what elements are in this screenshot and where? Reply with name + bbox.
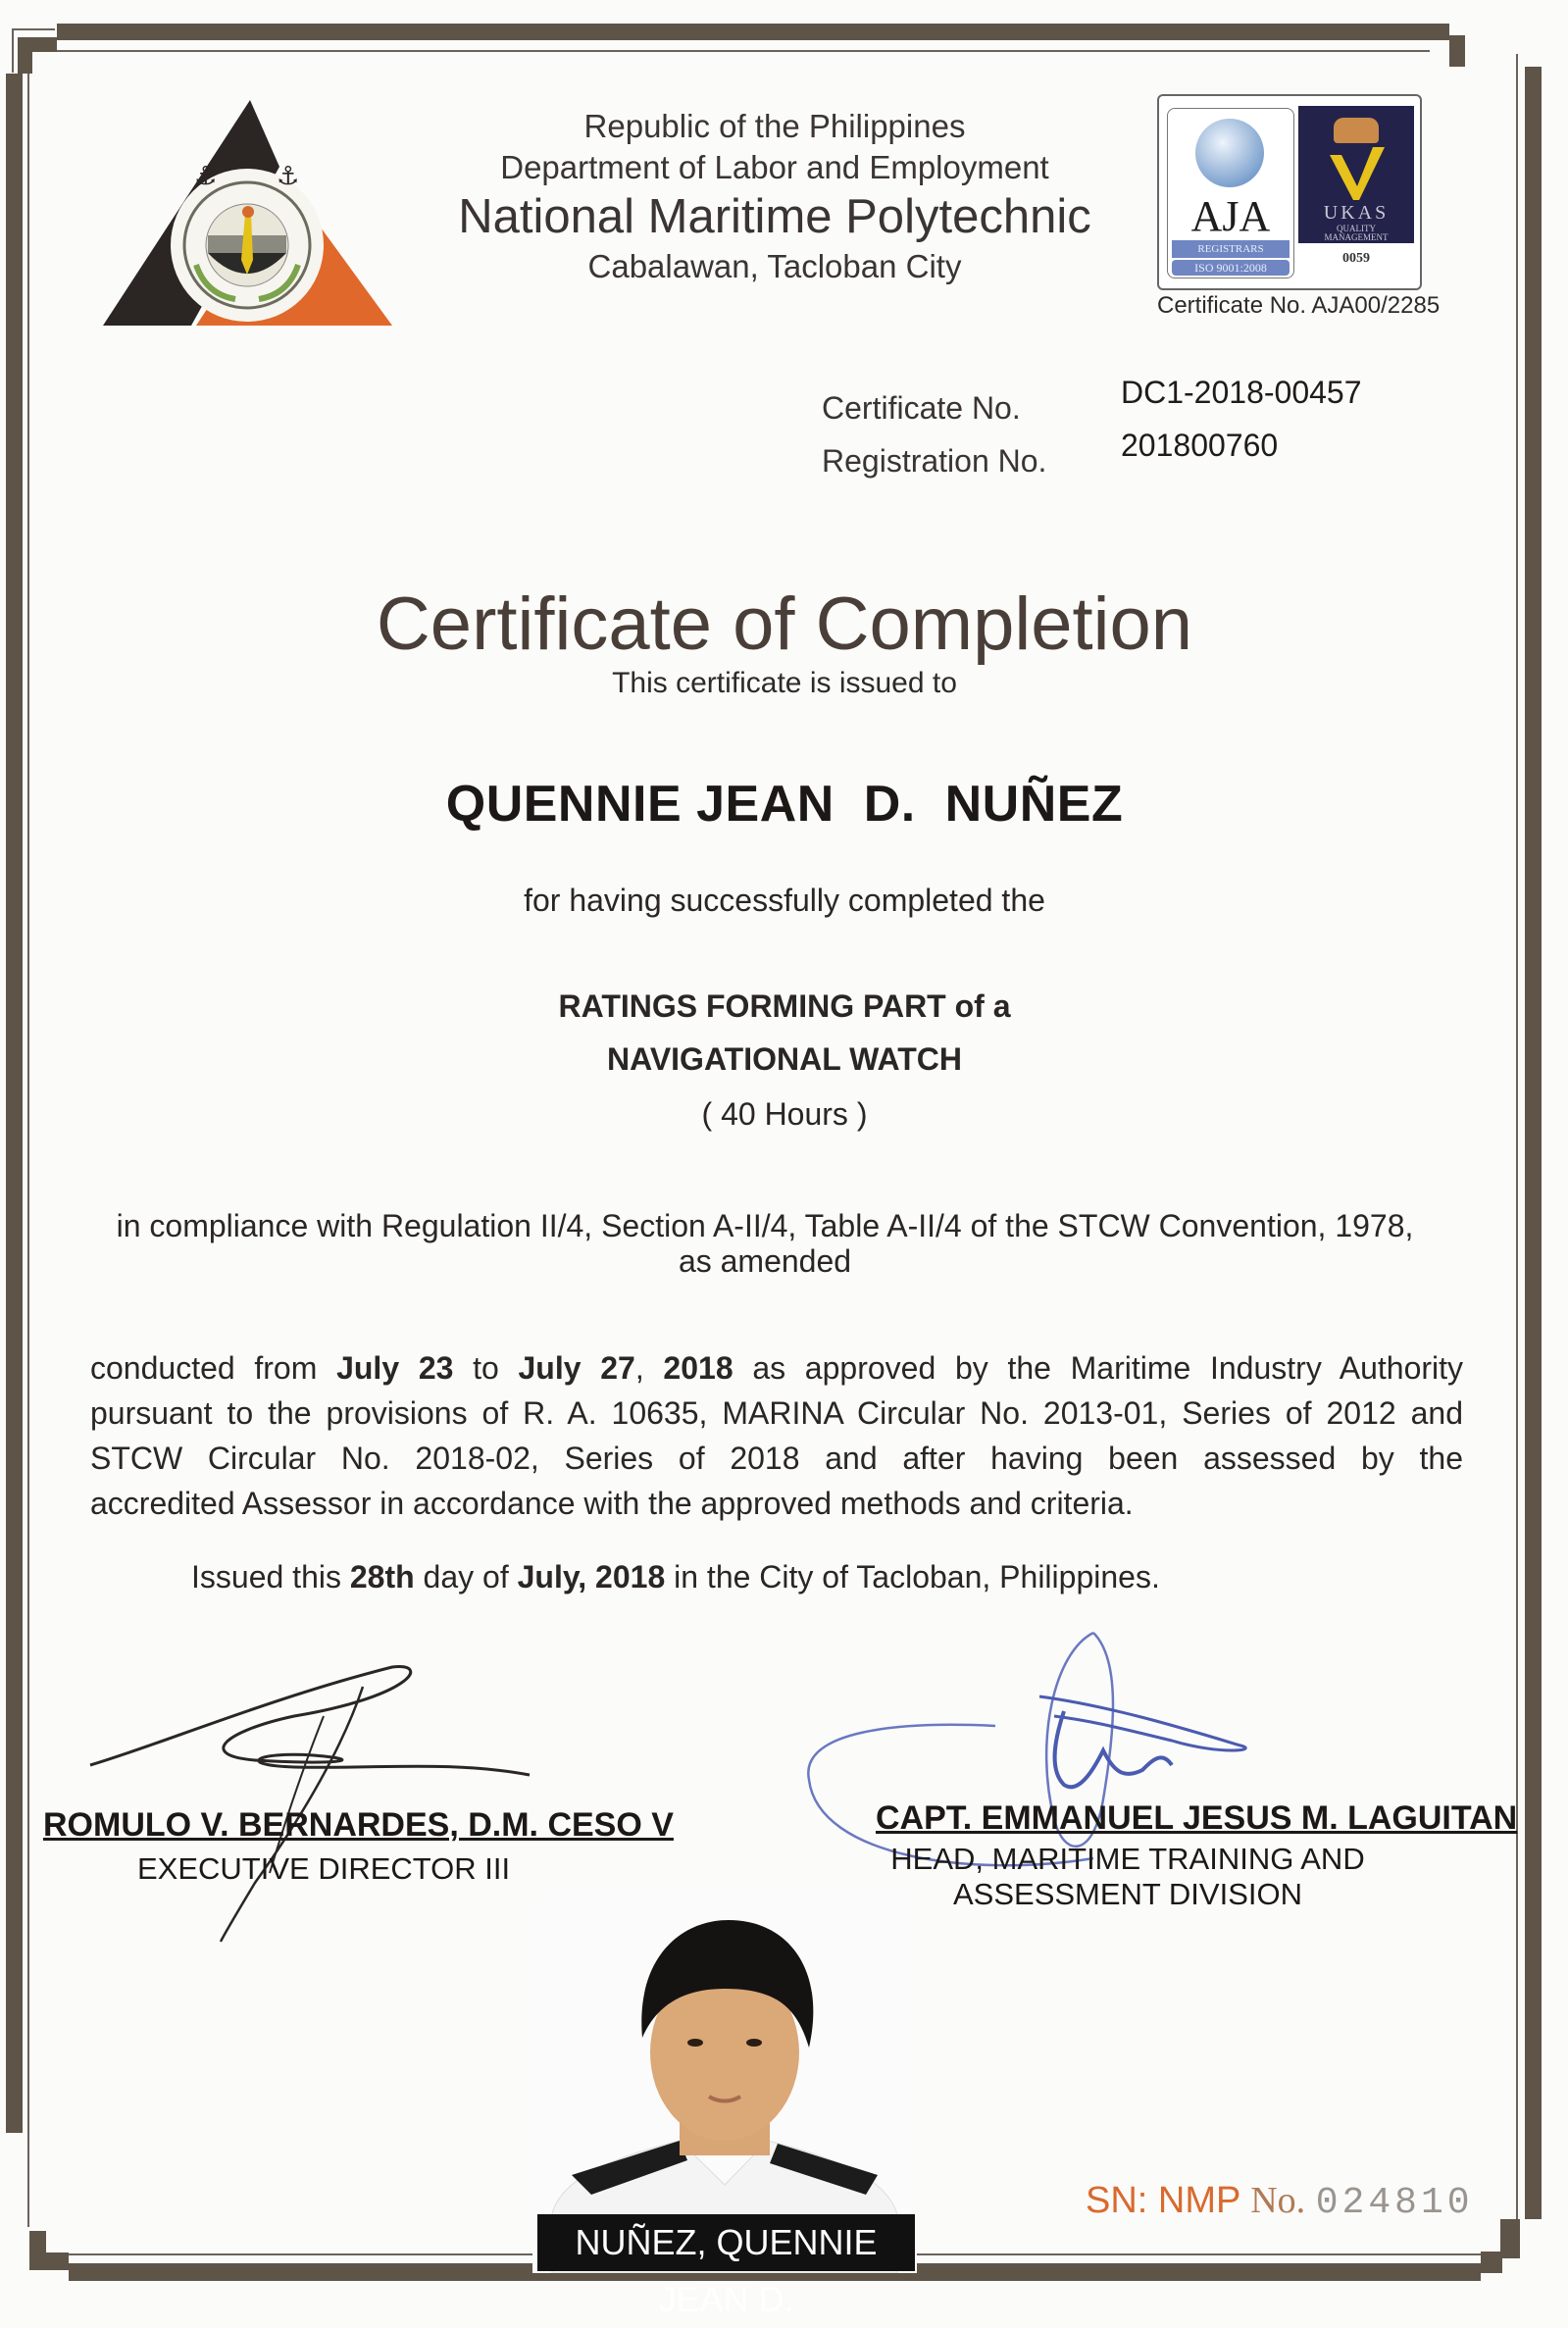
course-name-line1: RATINGS FORMING PART of a — [558, 988, 1011, 1024]
serial-number-value: 024810 — [1315, 2182, 1474, 2224]
end-year: 2018 — [663, 1350, 733, 1386]
aja-registrars: REGISTRARS — [1172, 240, 1290, 258]
conduct-approved: as approved by the Maritime Industry Authority — [752, 1350, 1464, 1386]
start-month: July — [336, 1350, 400, 1386]
issued-pre: Issued this — [191, 1559, 341, 1594]
svg-text:⚓: ⚓ — [277, 162, 300, 191]
issued-to-text: This certificate is issued to — [612, 667, 957, 699]
ukas-logo — [1298, 106, 1414, 243]
nmp-logo — [98, 98, 402, 333]
serial-no-label: No. — [1250, 2180, 1306, 2221]
signatory-1-title: EXECUTIVE DIRECTOR III — [137, 1851, 511, 1886]
issued-day: 28th — [349, 1559, 415, 1594]
conduct-line3: STCW Circular No. 2018-02, Series of 2018 and after having been assessed by the — [90, 1441, 1463, 1476]
course-hours: ( 40 Hours ) — [701, 1096, 868, 1132]
for-having-text: for having successfully completed the — [524, 883, 1045, 918]
issued-statement — [191, 1559, 1368, 1595]
serial-label: SN: NMP — [1086, 2180, 1240, 2221]
ukas-management: MANAGEMENT — [1324, 232, 1389, 242]
iso-certificate-number: Certificate No. AJA00/2285 — [1157, 292, 1441, 319]
iso-label: ISO 9001:2008 — [1172, 260, 1290, 276]
header-address: Cabalawan, Tacloban City — [587, 248, 962, 284]
conduct-line1: conducted from July 23 to July 27, 2018 as approved by the Maritime Industry Authority — [90, 1350, 1464, 1386]
issued-mid: day of — [423, 1559, 509, 1594]
recipient-name: QUENNIE JEAN D. NUÑEZ — [445, 776, 1124, 833]
compliance-line1: in compliance with Regulation II/4, Section A-II/4, Table A-II/4 of the STCW Convention, 1978, — [116, 1208, 1414, 1243]
ukas-text: UKAS — [1323, 202, 1390, 224]
aja-text: AJA — [1190, 192, 1271, 240]
signatory-2-title-line2: ASSESSMENT DIVISION — [952, 1877, 1302, 1911]
course-name-line2: NAVIGATIONAL WATCH — [606, 1041, 963, 1077]
issued-post: in the City of Tacloban, Philippines. — [674, 1559, 1160, 1594]
conduct-line4: accredited Assessor in accordance with the approved methods and criteria. — [90, 1486, 1134, 1521]
end-day-wrap — [600, 1350, 635, 1386]
registration-no-label: Registration No. — [822, 443, 1047, 479]
header-republic: Republic of the Philippines — [583, 108, 966, 144]
header-department: Department of Labor and Employment — [500, 149, 1049, 185]
issued-month-year: July, 2018 — [517, 1559, 666, 1594]
accreditation-badge — [1157, 94, 1422, 290]
crown-icon — [1334, 118, 1379, 143]
signatory-1-name: ROMULO V. BERNARDES, D.M. CESO V — [43, 1806, 674, 1844]
certificate-title: Certificate of Completion — [376, 582, 1193, 666]
signature-left — [78, 1657, 569, 1951]
conduct-line2: pursuant to the provisions of R. A. 10635, MARINA Circular No. 2013-01, Series of 2012 and — [90, 1395, 1463, 1431]
svg-text:⚓: ⚓ — [194, 162, 218, 191]
certificate-no-label: Certificate No. — [822, 390, 1021, 426]
compliance-line2: as amended — [678, 1243, 852, 1279]
signatory-2-name: CAPT. EMMANUEL JESUS M. LAGUITAN — [876, 1799, 1518, 1837]
globe-icon — [1195, 119, 1264, 187]
certificate-no-value: DC1-2018-00457 — [1121, 375, 1362, 410]
photo-caption: NUÑEZ, QUENNIE JEAN D. — [537, 2214, 915, 2271]
checkmark-icon — [1328, 143, 1387, 202]
serial-number — [1086, 2179, 1474, 2224]
conduct-text: conducted from — [90, 1350, 318, 1386]
header-institution: National Maritime Polytechnic — [458, 190, 1091, 243]
conduct-to: to — [473, 1350, 499, 1386]
end-day: 27 — [600, 1350, 635, 1386]
ukas-quality: QUALITY — [1337, 224, 1376, 233]
registration-no-value: 201800760 — [1121, 428, 1279, 463]
end-month: July — [518, 1350, 582, 1386]
signatory-2-title-line1: HEAD, MARITIME TRAINING AND — [890, 1842, 1365, 1876]
ukas-code: 0059 — [1342, 251, 1370, 266]
aja-logo — [1167, 108, 1294, 278]
start-day: 23 — [418, 1350, 454, 1386]
